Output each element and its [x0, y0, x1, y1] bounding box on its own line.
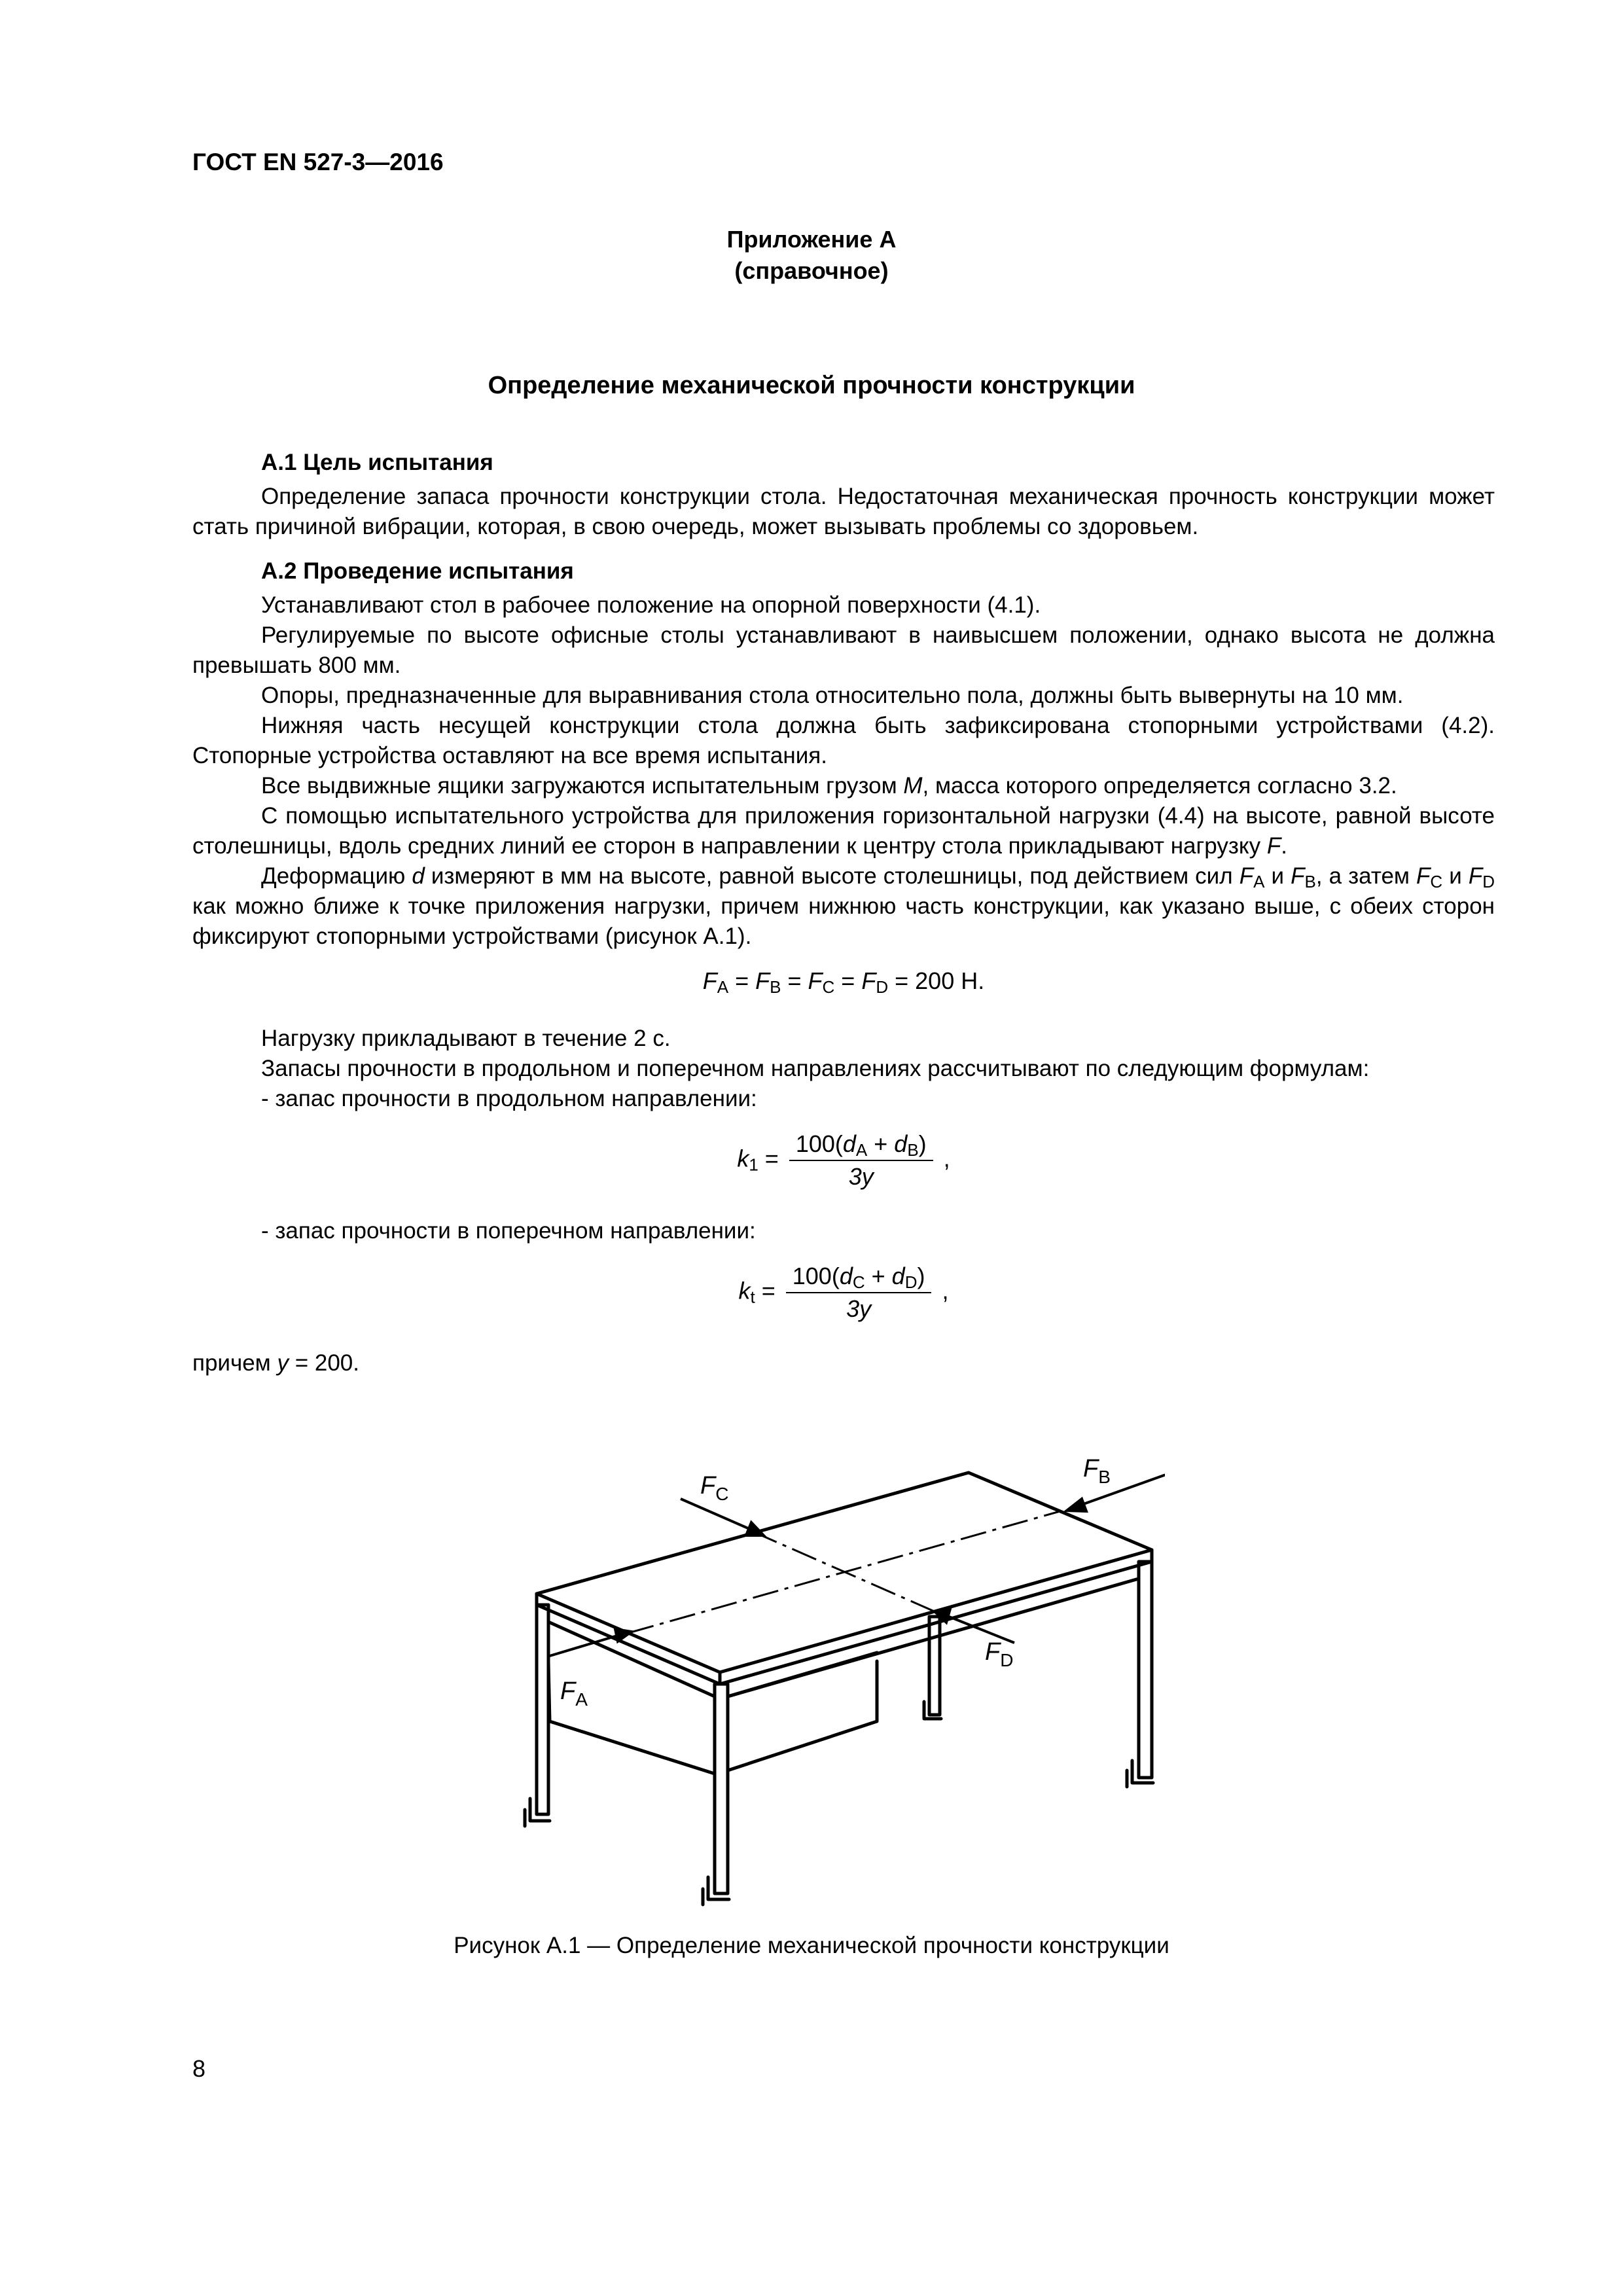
- table-drawing: [510, 1440, 1165, 1911]
- paragraph: Устанавливают стол в рабочее положение на опорной поверхности (4.1).: [261, 592, 1041, 618]
- force-arrow-d: [946, 1615, 1014, 1643]
- transverse-center-line: [753, 1532, 936, 1612]
- paragraph: Запасы прочности в продольном и поперечном направлениях рассчитывают по следующим формулам:: [261, 1056, 1370, 1081]
- formula-kt: $k_t$ = $\frac{100(d_C + d_D)}{3y}$ ,: [738, 1263, 949, 1322]
- page-number: 8: [192, 2055, 206, 2082]
- label-fa: $F_A$: [560, 1677, 588, 1710]
- table-leg: [537, 1605, 548, 1814]
- paragraph: Нагрузку прикладывают в течение 2 с.: [261, 1026, 671, 1051]
- paragraph: Деформацию d измеряют в мм на высоте, равной высоте столешницы, под действием сил $F_A$ и $F_B$, а затем $F_C$ и $F_D$ как можно ближе к точке приложения нагрузки, причем нижнюю часть конструкции, как указано выше, с обеих сторон фиксируют стопорными устройствами (рисунок А.1).: [192, 863, 1495, 949]
- formula-k1: $k_1$ = $\frac{100(d_A + d_B)}{3y}$ ,: [737, 1130, 950, 1190]
- annex-subtitle: (справочное): [734, 257, 889, 284]
- body-text: [192, 448, 1495, 1378]
- fraction: $\frac{100(d_C + d_D)}{3y}$: [786, 1263, 932, 1322]
- paragraph: Опоры, предназначенные для выравнивания стола относительно пола, должны быть вывернуты на 10 мм.: [261, 683, 1404, 708]
- main-title: Определение механической прочности конструкции: [488, 372, 1135, 399]
- fraction: $\frac{100(d_A + d_B)}{3y}$: [789, 1131, 933, 1190]
- section-a1-heading: А.1 Цель испытания: [261, 450, 493, 475]
- table-leg: [715, 1684, 728, 1893]
- label-fc: $F_C$: [700, 1472, 729, 1504]
- table-leg: [929, 1617, 940, 1715]
- section-a1-text: Определение запаса прочности конструкции стола. Недостаточная механическая прочность конструкции может стать причиной вибрации, которая, в свою очередь, может вызывать проблемы со здоровьем.: [192, 484, 1495, 539]
- annex-title: Приложение А: [726, 226, 897, 253]
- paragraph: С помощью испытательного устройства для приложения горизонтальной нагрузки (4.4) на высоте, равной высоте столешницы, вдоль средних линий ее сторон в направлении к центру стола прикладывают нагрузку F.: [192, 803, 1495, 859]
- figure-caption: Рисунок А.1 — Определение механической прочности конструкции: [454, 1933, 1169, 1958]
- figure-a1: [510, 1440, 1165, 1911]
- section-a2-heading: А.2 Проведение испытания: [261, 558, 574, 584]
- paragraph: причем y = 200.: [192, 1350, 359, 1376]
- paragraph: - запас прочности в поперечном направлении:: [261, 1218, 756, 1244]
- paragraph: - запас прочности в продольном направлении:: [261, 1086, 757, 1111]
- document-header: ГОСТ EN 527-3—2016: [192, 149, 444, 175]
- paragraph: Регулируемые по высоте офисные столы устанавливают в наивысшем положении, однако высота не должна превышать 800 мм.: [192, 622, 1495, 678]
- table-leg: [1139, 1562, 1152, 1778]
- label-fb: $F_B$: [1083, 1455, 1111, 1487]
- label-fd: $F_D$: [985, 1638, 1014, 1670]
- formula-forces: $F_A = F_B = F_C = F_D = 200$ Н.: [702, 967, 985, 997]
- paragraph: Все выдвижные ящики загружаются испытательным грузом M, масса которого определяется согласно 3.2.: [261, 773, 1397, 798]
- paragraph: Нижняя часть несущей конструкции стола должна быть зафиксирована стопорными устройствами (4.2). Стопорные устройства оставляют на все время испытания.: [192, 713, 1495, 768]
- annex-title-block: [0, 224, 1623, 287]
